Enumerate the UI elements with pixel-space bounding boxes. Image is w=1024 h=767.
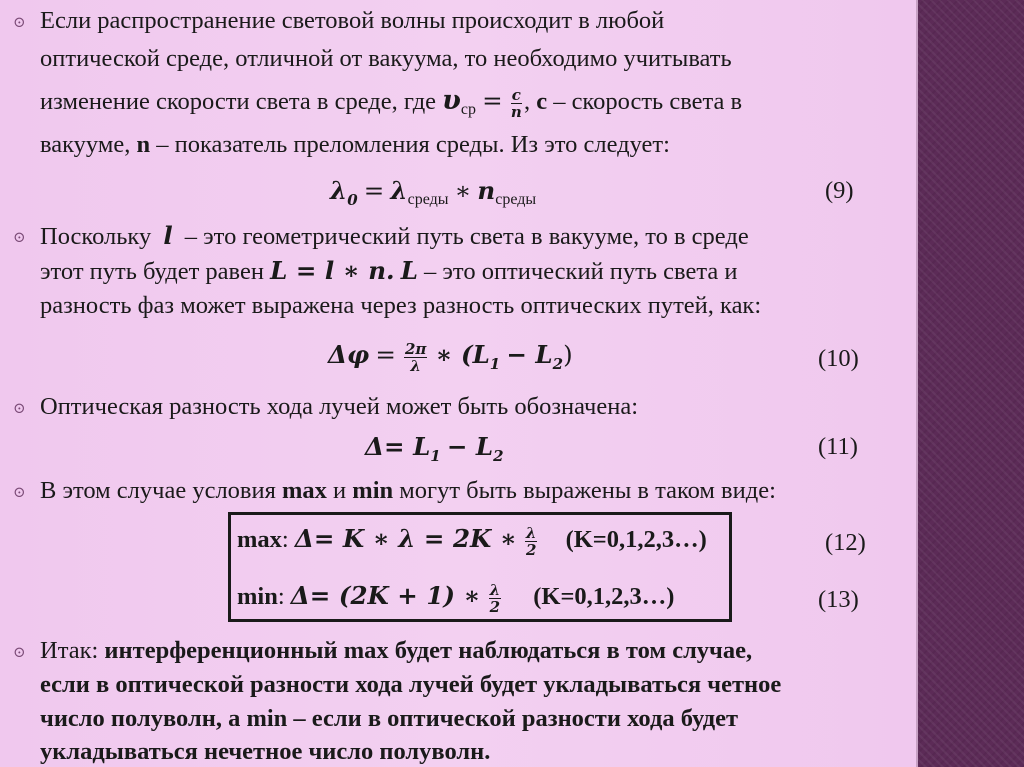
n-symbol: n xyxy=(477,176,496,205)
equals-sign: = xyxy=(363,176,385,205)
text-line: изменение скорости света в среде, где $\upsilon_{ср}$ = $\frac{c}{n}$ , c – скорость света в xyxy=(40,85,743,121)
formula: Δ= L xyxy=(365,432,431,461)
equals-sign: = xyxy=(375,340,396,369)
text-line xyxy=(40,130,670,160)
subscript: 1 xyxy=(489,355,501,373)
circled-dot-icon: ⊙ xyxy=(13,230,26,246)
fraction-numerator: λ xyxy=(489,580,501,599)
subscript: 1 xyxy=(430,447,441,465)
text-line xyxy=(40,476,776,506)
velocity-subscript: ср xyxy=(460,101,477,118)
text-span: В этом случае условия xyxy=(40,477,276,504)
text-span: – скорость света в xyxy=(553,88,743,115)
bold-text-line: укладываться нечетное число полуволн. xyxy=(40,738,491,765)
L-symbol: L xyxy=(400,256,418,285)
text-line xyxy=(40,636,752,666)
circled-dot-icon: ⊙ xyxy=(13,645,26,661)
fraction-numerator: λ xyxy=(525,523,537,542)
text-line: Если распространение световой волны происходит в любой xyxy=(40,7,665,34)
text-line: Оптическая разность хода лучей может быть обозначена: xyxy=(40,393,639,420)
bold-word: min xyxy=(352,477,394,504)
formula: Δ= K ∗ λ = 2K ∗ xyxy=(294,524,517,553)
subscript: 2 xyxy=(493,447,504,465)
equation-12 xyxy=(237,524,707,558)
circled-dot-icon: ⊙ xyxy=(13,15,26,31)
text-span: и xyxy=(333,477,347,504)
fraction-denominator: λ xyxy=(410,356,421,375)
subscript: 0 xyxy=(347,191,358,209)
condition: (K=0,1,2,3…) xyxy=(533,583,675,610)
fraction-numerator: c xyxy=(511,85,521,104)
text-span: – показатель преломления среды. Из это следует: xyxy=(156,131,670,158)
text-span: этот путь будет равен xyxy=(40,258,264,285)
fraction-denominator: 2 xyxy=(489,597,501,616)
text-line: разность фаз может выражена через разность оптических путей, как: xyxy=(40,292,762,319)
equation-11 xyxy=(365,432,504,471)
equation-13 xyxy=(237,581,674,615)
bold-text-line: если в оптической разности хода лучей будет укладываться четное xyxy=(40,671,782,698)
paren: ) xyxy=(563,340,573,369)
delta-phi: Δφ xyxy=(328,340,370,369)
lambda-symbol: λ xyxy=(390,176,408,205)
fraction xyxy=(404,341,427,374)
fraction xyxy=(525,525,538,558)
text-span: вакууме, xyxy=(40,131,131,158)
circled-dot-icon: ⊙ xyxy=(13,485,26,501)
text-span: Итак: xyxy=(40,637,99,664)
lambda-symbol: λ xyxy=(330,176,348,205)
equation-number: (12) xyxy=(825,529,866,556)
text-span: – это геометрический путь света в вакууме, то в среде xyxy=(184,223,749,250)
subscript: среды xyxy=(407,191,449,208)
velocity-symbol: υ xyxy=(442,85,461,116)
text-line: оптической среде, отличной от вакуума, то необходимо учитывать xyxy=(40,45,732,72)
l-symbol: l xyxy=(163,221,173,250)
bold-text-line: число полуволн, а min – если в оптической разности хода будет xyxy=(40,705,739,732)
equation-number: (9) xyxy=(825,177,854,204)
min-label: min xyxy=(237,583,278,610)
text-span: могут быть выражены в таком виде: xyxy=(399,477,776,504)
formula: − L xyxy=(506,340,553,369)
text-span: – это оптический путь света и xyxy=(424,258,738,285)
bold-word: max xyxy=(282,477,327,504)
colon: : xyxy=(277,583,285,610)
subscript: 2 xyxy=(552,355,564,373)
equals-sign: = xyxy=(482,86,503,115)
text-span: Поскольку xyxy=(40,223,152,250)
formula: ∗ (L xyxy=(435,340,490,369)
text-span: изменение скорости света в среде, где xyxy=(40,88,437,115)
colon: : xyxy=(281,526,289,553)
fraction xyxy=(489,582,502,615)
condition: (K=0,1,2,3…) xyxy=(565,526,707,553)
fraction-numerator: 2π xyxy=(404,339,427,358)
multiply-sign: ∗ xyxy=(454,176,472,205)
text-line xyxy=(40,221,749,252)
formula: L = l ∗ n. xyxy=(270,256,395,285)
equation-9 xyxy=(330,176,536,215)
subscript: среды xyxy=(495,191,537,208)
equation-number: (13) xyxy=(818,586,859,613)
formula: Δ= (2K + 1) ∗ xyxy=(290,581,481,610)
bold-text: интерференционный max будет наблюдаться в том случае, xyxy=(104,637,753,664)
decorative-stripe xyxy=(916,0,1024,767)
text-line xyxy=(40,256,737,287)
circled-dot-icon: ⊙ xyxy=(13,401,26,417)
max-label: max xyxy=(237,526,282,553)
bold-symbol: n xyxy=(136,131,151,158)
fraction xyxy=(511,87,522,120)
formula: − L xyxy=(446,432,494,461)
equation-number: (11) xyxy=(818,433,858,460)
equation-10 xyxy=(328,340,573,379)
fraction-denominator: 2 xyxy=(525,540,537,559)
bold-symbol: c xyxy=(536,88,548,115)
fraction-denominator: n xyxy=(510,102,522,121)
equation-number: (10) xyxy=(818,345,859,372)
